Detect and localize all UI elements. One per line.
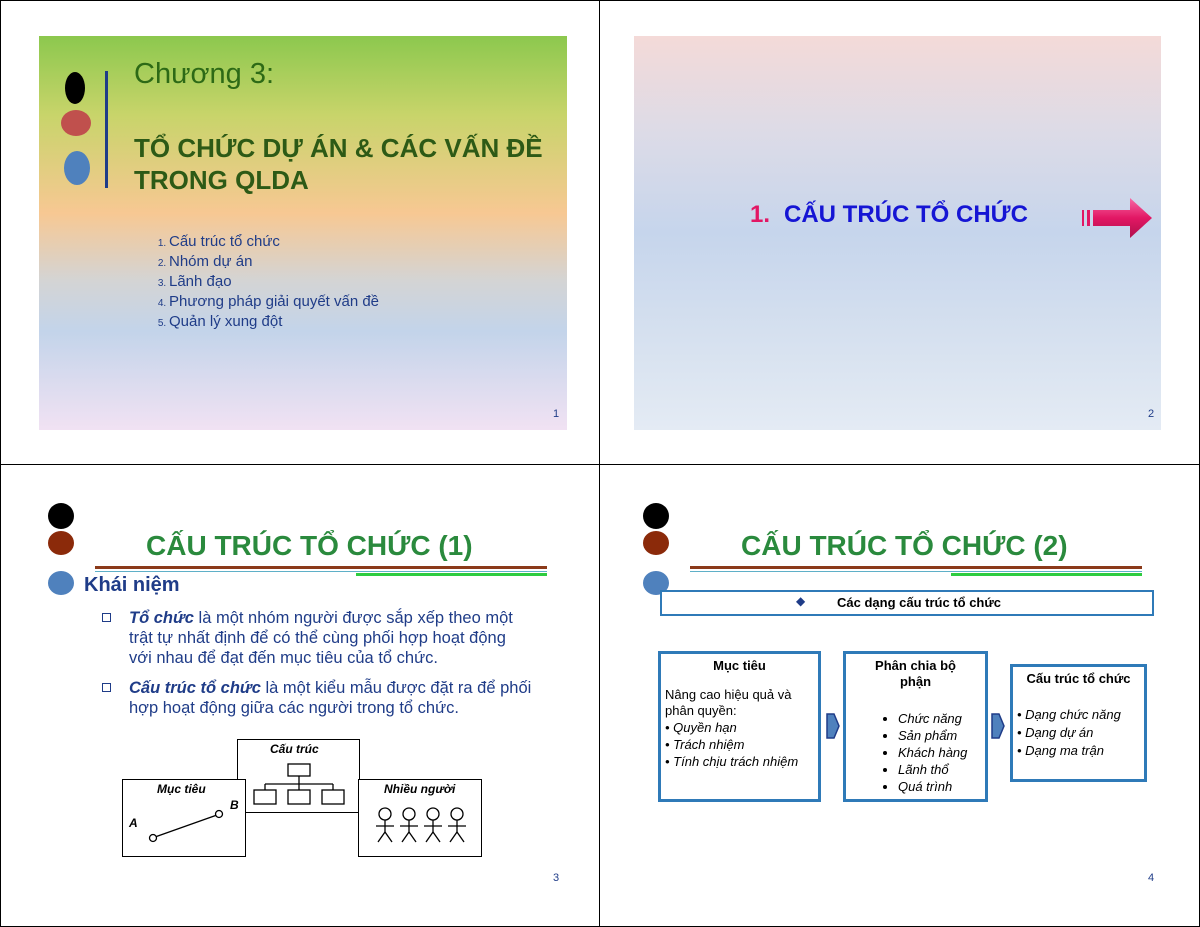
page-number: 1 bbox=[553, 408, 560, 420]
topic-item: 2. Nhóm dự án bbox=[169, 252, 379, 272]
square-bullet-icon bbox=[102, 683, 111, 692]
slide-title: CẤU TRÚC TỔ CHỨC (2) bbox=[741, 530, 1068, 561]
page-number: 2 bbox=[1148, 408, 1155, 420]
topic-list bbox=[147, 232, 379, 332]
card-item: • Trách nhiệm bbox=[665, 737, 745, 752]
title-rule bbox=[690, 566, 1142, 569]
division-card bbox=[843, 651, 988, 802]
black-dot-icon bbox=[643, 503, 669, 529]
division-list bbox=[846, 710, 985, 795]
term: Cấu trúc tổ chức bbox=[129, 679, 261, 697]
title-rule-thin bbox=[690, 571, 1142, 572]
card-item: • Khách hàng bbox=[898, 744, 985, 761]
structure-card bbox=[1010, 664, 1147, 782]
definition-bullet bbox=[102, 678, 532, 718]
chevron-right-icon bbox=[990, 712, 1006, 740]
card-item: • Dạng dự án bbox=[1017, 725, 1094, 740]
topic-item: 3. Lãnh đạo bbox=[169, 272, 379, 292]
blue-dot-icon bbox=[48, 571, 74, 595]
goal-label: Mục tiêu bbox=[157, 782, 206, 796]
title-rule bbox=[95, 566, 547, 569]
goal-line-icon bbox=[145, 806, 225, 846]
section-heading bbox=[750, 201, 1028, 229]
title-rule-accent bbox=[951, 573, 1142, 576]
slide-2[interactable] bbox=[634, 36, 1161, 430]
square-bullet-icon bbox=[102, 613, 111, 622]
blue-dot-icon bbox=[64, 151, 90, 185]
page-number: 4 bbox=[1148, 872, 1155, 884]
arrow-right-icon bbox=[1078, 196, 1154, 240]
card-item: • Tính chịu trách nhiệm bbox=[665, 754, 799, 769]
chevron-right-icon bbox=[825, 712, 841, 740]
diamond-icon: ◆ bbox=[796, 594, 806, 608]
black-dot-icon bbox=[48, 503, 74, 529]
point-a-label: A bbox=[129, 816, 138, 830]
goal-card bbox=[658, 651, 821, 802]
chapter-label: Chương 3: bbox=[134, 58, 275, 90]
org-chart-icon bbox=[250, 760, 348, 808]
title-accent-bar bbox=[105, 71, 108, 188]
brown-dot-icon bbox=[48, 531, 74, 555]
slide-1[interactable] bbox=[39, 36, 567, 430]
title-rule-accent bbox=[356, 573, 547, 576]
people-label: Nhiều người bbox=[384, 782, 456, 796]
topic-item: 1. Cấu trúc tổ chức bbox=[169, 232, 379, 252]
section-number: 1. bbox=[750, 201, 771, 228]
card-title: Phân chia bộ phận bbox=[875, 658, 956, 689]
point-b-label: B bbox=[230, 798, 239, 812]
card-item: • Chức năng bbox=[898, 710, 985, 727]
definition-bullet bbox=[102, 608, 532, 668]
card-item: • Quyền hạn bbox=[665, 720, 737, 735]
chapter-title: TỔ CHỨC DỰ ÁN & CÁC VẤN ĐỀ TRONG QLDA bbox=[134, 133, 543, 195]
structure-label: Cấu trúc bbox=[270, 742, 319, 756]
card-item: • Lãnh thổ bbox=[898, 761, 985, 778]
slide-title: CẤU TRÚC TỔ CHỨC (1) bbox=[146, 530, 473, 561]
banner bbox=[660, 590, 1154, 616]
goal-box bbox=[122, 779, 246, 857]
people-box bbox=[358, 779, 482, 857]
card-item: • Sản phẩm bbox=[898, 727, 985, 744]
card-item: • Quá trình bbox=[898, 778, 985, 795]
card-title: Mục tiêu bbox=[713, 658, 766, 673]
divider-horizontal bbox=[0, 464, 1200, 465]
card-title: Cấu trúc tổ chức bbox=[1026, 671, 1131, 686]
card-intro: Nâng cao hiệu quả và phân quyền: bbox=[665, 687, 792, 718]
section-title: CẤU TRÚC TỔ CHỨC bbox=[784, 201, 1028, 228]
card-item: • Dạng ma trận bbox=[1017, 743, 1104, 758]
definition-text: là một nhóm người được sắp xếp theo một trật tự nhất định để có thể cùng phối hợp hoạt động với nhau để đạt đến mục tiêu của tổ chức. bbox=[129, 609, 513, 667]
people-icon bbox=[373, 806, 469, 846]
title-rule-thin bbox=[95, 571, 547, 572]
page-number: 3 bbox=[553, 872, 560, 884]
structure-box bbox=[237, 739, 360, 813]
card-item: • Dạng chức năng bbox=[1017, 707, 1121, 722]
term: Tổ chức bbox=[129, 609, 194, 627]
definition-text: là một kiểu mẫu được đặt ra để phối hợp hoạt động giữa các người trong tổ chức. bbox=[129, 679, 532, 717]
section-label: Khái niệm bbox=[84, 574, 180, 596]
topic-item: 5. Quản lý xung đột bbox=[169, 312, 379, 332]
topic-item: 4. Phương pháp giải quyết vấn đề bbox=[169, 292, 379, 312]
banner-text: Các dạng cấu trúc tổ chức bbox=[837, 595, 1002, 610]
brown-dot-icon bbox=[643, 531, 669, 555]
black-dot-icon bbox=[65, 72, 85, 104]
red-dot-icon bbox=[61, 110, 91, 136]
